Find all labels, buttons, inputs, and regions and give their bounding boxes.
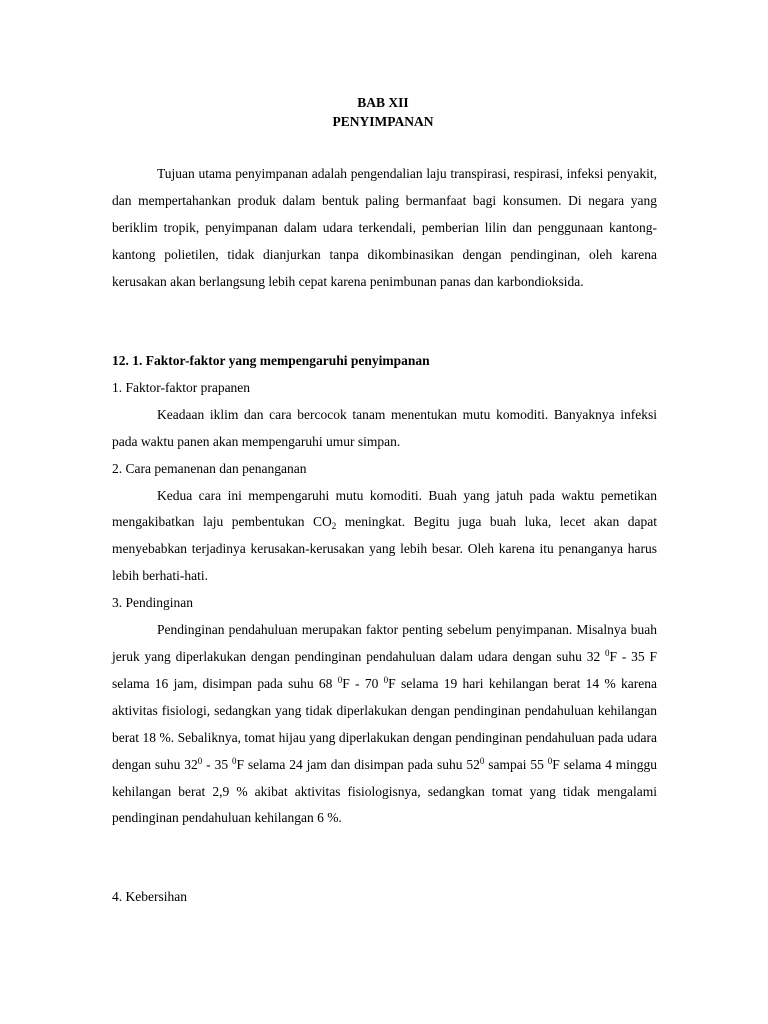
item4-block — [112, 884, 657, 911]
intro-paragraph: Tujuan utama penyimpanan adalah pengendalian laju transpirasi, respirasi, infeksi penyakit, dan mempertahankan produk dalam bentuk paling bermanfaat bagi konsumen. Di negara yang beriklim tropik, penyimpanan dalam udara terkendali, pemberian lilin dan penggunaan kantong-kantong polietilen, tidak dianjurkan tanpa dikombinasikan dengan pendinginan, oleh karena kerusakan akan berlangsung lebih cepat karena penimbunan panas dan karbondioksida. — [112, 166, 657, 289]
chapter-title: PENYIMPANAN — [332, 114, 434, 129]
intro-block — [112, 161, 657, 296]
item2-title: 2. Cara pemanenan dan penanganan — [112, 460, 307, 476]
item3-paragraph: Pendinginan pendahuluan merupakan faktor penting sebelum penyimpanan. Misalnya buah jeruk yang diperlakukan dengan pendinginan pendahuluan dalam udara dengan suhu 32 $^0$F - 35 F selama 16 jam, disimpan pada suhu 68 $^0$F - 70 $^0$F selama 19 hari kehilangan berat 14 % karena aktivitas fisiologi, sedangkan yang tidak diperlakukan dengan pendinginan pendahuluan kehilangan berat 18 %. Sebaliknya, tomat hijau yang diperlakukan dengan pendinginan pendahuluan pada udara dengan suhu $32^0 - 35$ $^0$F selama 24 jam dan disimpan pada suhu $52^0$ sampai 55 $^0$F selama 4 minggu kehilangan berat 2,9 % akibat aktivitas fisiologisnya, sedangkan tomat yang tidak mengalami pendinginan pendahuluan kehilangan 6 %. — [112, 622, 657, 826]
section-heading: 12. 1. Faktor-faktor yang mempengaruhi penyimpanan — [112, 353, 430, 368]
chapter-number: BAB XII — [357, 95, 409, 110]
item1-title: 1. Faktor-faktor prapanen — [112, 379, 251, 395]
item1-paragraph: Keadaan iklim dan cara bercocok tanam menentukan mutu komoditi. Banyaknya infeksi pada waktu panen akan mempengaruhi umur simpan. — [112, 406, 657, 449]
section-block — [112, 348, 657, 832]
item3-title: 3. Pendinginan — [112, 595, 193, 611]
chapter-header — [0, 93, 768, 131]
item2-paragraph: Kedua cara ini mempengaruhi mutu komoditi. Buah yang jatuh pada waktu pemetikan mengakibatkan laju pembentukan $CO_2$ meningkat. Begitu juga buah luka, lecet akan dapat menyebabkan terjadinya kerusakan-kerusakan yang lebih besar. Oleh karena itu penanganya harus lebih berhati-hati. — [112, 487, 657, 584]
item4-title: 4. Kebersihan — [112, 889, 187, 904]
